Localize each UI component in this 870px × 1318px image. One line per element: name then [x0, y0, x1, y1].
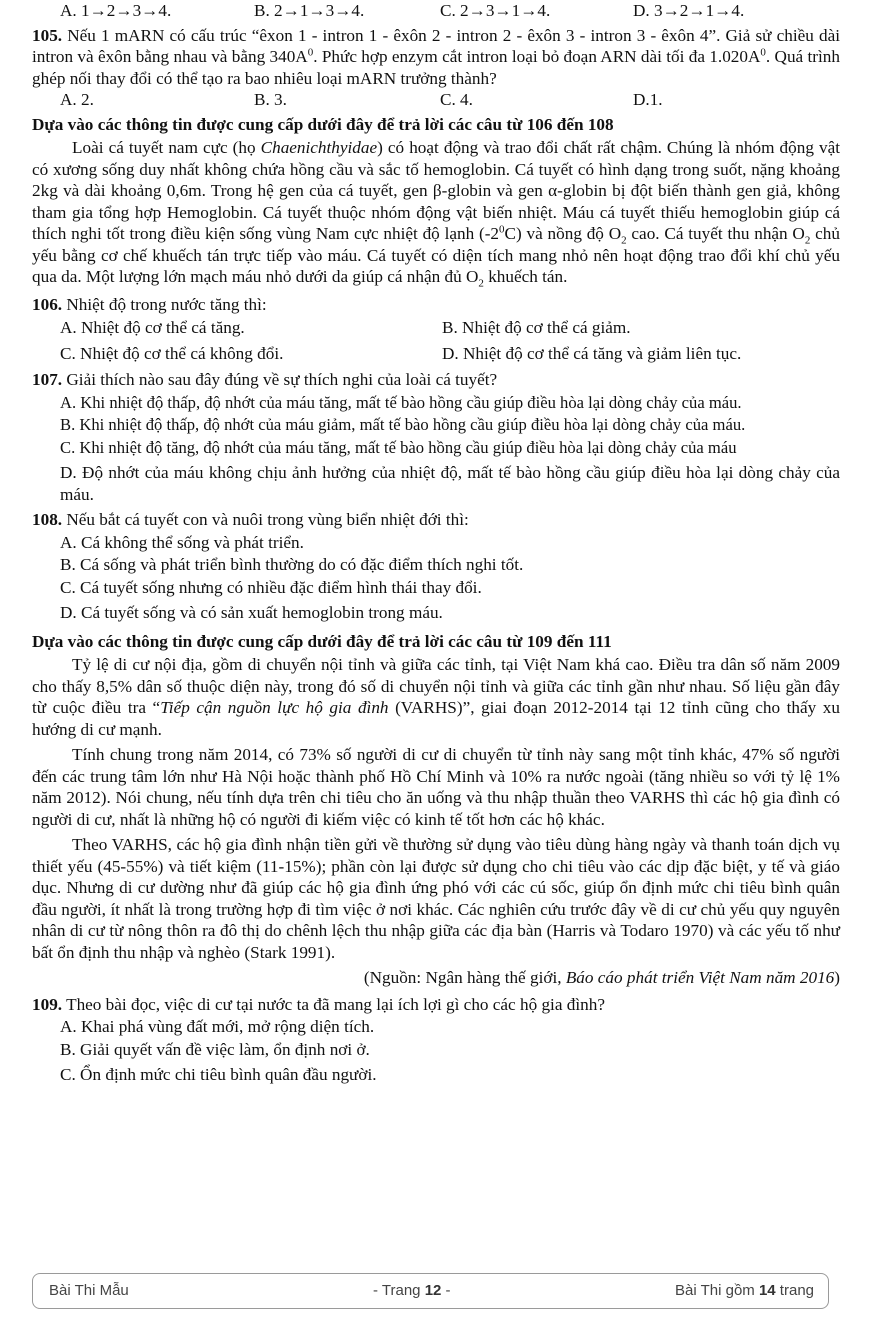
passage-text: (VARHS)”, giai đoạn 2012-2014 tại 12 tỉnh cũng cho thấy xu hướng di cư mạnh. [32, 698, 840, 739]
option-b: B. Cá sống và phát triển bình thường do có đặc điểm thích nghi tốt. [60, 555, 524, 574]
question-number: 107. [32, 370, 63, 389]
q106-options-row2 [32, 343, 840, 365]
passage-ice-fish [32, 137, 840, 288]
question-106 [32, 294, 840, 316]
option-b: B. 3. [254, 90, 287, 109]
passage-migration-p1 [32, 654, 840, 740]
superscript: 0 [499, 223, 505, 236]
option-b: B. Khi nhiệt độ thấp, độ nhớt của máu giảm, mất tế bào hồng cầu giúp điều hòa lại dòng chảy của máu. [60, 415, 746, 434]
question-108 [32, 509, 840, 531]
option-a: A. Khi nhiệt độ thấp, độ nhớt của máu tăng, mất tế bào hồng cầu giúp điều hòa lại dòng chảy của máu. [60, 392, 742, 412]
footer-page-number [373, 1280, 451, 1302]
option-d: D.1. [633, 90, 663, 109]
passage-text: C) và nồng độ O [504, 224, 622, 243]
superscript: 0 [760, 46, 766, 59]
subscript: 2 [478, 277, 484, 290]
passage-text: cao. Cá tuyết thu nhận O [626, 224, 805, 243]
subscript: 2 [804, 234, 811, 247]
current-page: 12 [424, 1282, 442, 1300]
question-text: . Phức hợp enzym cắt intron loại bỏ đoạn ARN dài tối đa 1.020A [313, 47, 761, 66]
option-a: A. 2. [60, 90, 94, 109]
footer-text: - [441, 1282, 451, 1300]
option-c: C. 2→3→1→4. [440, 1, 551, 20]
citation-text: (Nguồn: Ngân hàng thế giới, [363, 968, 566, 987]
option-d: D. 3→2→1→4. [633, 1, 745, 20]
subscript: 2 [621, 234, 627, 247]
option-b: B. Giải quyết vấn đề việc làm, ổn định nơi ở. [60, 1039, 370, 1059]
question-number: 105. [32, 25, 63, 45]
question-109 [32, 994, 840, 1016]
option-d: D. Cá tuyết sống và có sản xuất hemoglobin trong máu. [60, 603, 443, 622]
question-text: Nhiệt độ trong nước tăng thì: [62, 294, 267, 314]
question-text: Giải thích nào sau đây đúng về sự thích nghi của loài cá tuyết? [62, 370, 498, 389]
question-107 [32, 369, 840, 391]
passage-text: chủ yếu bằng cơ chế khuếch tán trực tiếp vào máu. Cá tuyết có diện tích mang nhỏ nên hoạt động trao đổi khí chủ yếu qua da. Một lượng lớn mạch máu nhỏ dưới da giúp cá nhận đủ O [32, 224, 840, 286]
question-number: 108. [32, 510, 63, 529]
q105-options [32, 89, 840, 111]
source-citation [32, 967, 840, 989]
citation-text: ) [834, 968, 840, 987]
question-text: Theo bài đọc, việc di cư tại nước ta đã mang lại ích lợi gì cho các hộ gia đình? [62, 994, 605, 1014]
option-b: B. Nhiệt độ cơ thể cá giảm. [442, 318, 631, 337]
question-number: 109. [32, 994, 63, 1014]
option-a: A. 1→2→3→4. [60, 1, 172, 20]
question-text: . Quá trình ghép nối thay đổi có thể tạo ra bao nhiêu loại mARN trưởng thành? [32, 47, 840, 88]
q106-options-row1 [32, 317, 840, 339]
footer-text: trang [775, 1282, 814, 1300]
option-d: D. Độ nhớt của máu không chịu ảnh hưởng của nhiệt độ, mất tế bào hồng cầu giúp điều hòa lại dòng chảy của máu. [60, 463, 840, 504]
option-c: C. Cá tuyết sống nhưng có nhiều đặc điểm hình thái thay đổi. [60, 577, 482, 597]
passage-text: Loài cá tuyết nam cực (họ [72, 138, 261, 157]
q104-options [32, 0, 840, 22]
survey-name: Tiếp cận nguồn lực hộ gia đình [160, 698, 389, 717]
passage-text: ) có hoạt động và trao đổi chất rất chậm. Chúng là nhóm động vật có xương sống duy nhất không chứa hồng cầu và sắc tố hemoglobin. Cá tuyết có hình dạng trong suốt, nặng khoảng 2kg và dài khoảng 0,6m. Trong hệ gen của cá tuyết, gen β-globin và gen α-globin bị đột biến thành gen giả, không tham gia tổng hợp Hemoglobin. Cá tuyết thuộc nhóm động vật biến nhiệt. Máu cá tuyết thiếu hemoglobin giúp cá thích nghi tốt trong điều kiện sống vùng Nam cực nhiệt độ lạnh (-2 [32, 138, 840, 243]
option-d: D. Nhiệt độ cơ thể cá tăng và giảm liên tục. [442, 343, 742, 363]
option-b: B. 2→1→3→4. [254, 1, 365, 20]
footer-text: - Trang [373, 1282, 425, 1300]
footer-exam-title: Bài Thi Mẫu [49, 1282, 129, 1300]
option-c: C. Khi nhiệt độ tăng, độ nhớt của máu tăng, mất tế bào hồng cầu giúp điều hòa lại dòng chảy của máu [60, 437, 737, 457]
question-105 [32, 25, 840, 90]
option-a: A. Cá không thể sống và phát triển. [60, 532, 304, 552]
exam-page [32, 0, 840, 1086]
species-name: Chaenichthyidae [260, 138, 378, 157]
footer-text: Bài Thi gồm [675, 1282, 759, 1300]
superscript: 0 [307, 46, 314, 59]
passage-text: Tỷ lệ di cư nội địa, gồm di chuyển nội tỉnh và giữa các tỉnh, tại Việt Nam khá cao. Điều tra dân số năm 2009 cho thấy 8,5% dân số thuộc diện này, trong đó số di chuyển nội tỉnh và giữa các tỉnh gần như nhau. Số liệu gần đây từ cuộc điều tra “ [32, 655, 840, 717]
option-a: A. Khai phá vùng đất mới, mở rộng diện tích. [60, 1017, 375, 1036]
section-heading-109-111: Dựa vào các thông tin được cung cấp dưới đây để trả lời các câu từ 109 đến 111 [32, 631, 612, 651]
option-c: C. Nhiệt độ cơ thể cá không đổi. [60, 343, 284, 363]
page-footer [32, 1273, 829, 1309]
question-text: Nếu 1 mARN có cấu trúc “êxon 1 - intron 1 - êxôn 2 - intron 2 - êxôn 3 - intron 3 - êxôn 4”. Giả sử chiều dài intron và êxôn bằng nhau và bằng 340A [32, 25, 840, 66]
passage-migration-p3: Theo VARHS, các hộ gia đình nhận tiền gửi về thường sử dụng vào tiêu dùng hàng ngày và thanh toán dịch vụ thiết yếu (45-55%) và tiết kiệm (11-15%); phần còn lại được sử dụng cho chi tiêu vào các dịp đặc biệt, y tế và giáo dục. Nhưng di cư dường như đã giúp các hộ gia đình ứng phó với các cú sốc, giúp ổn định mức chi tiêu bình quân đầu người, ít nhất là trong trường hợp đi tìm việc ở nơi khác. Các nghiên cứu trước đây về di cư chủ yếu quy nguyên nhân di cư từ nông thôn ra đô thị do chênh lệch thu nhập giữa các địa bàn (Harris và Todaro 1970) và các yếu tố như bất ổn định thu nhập và nghèo (Stark 1991). [32, 835, 840, 962]
option-c: C. 4. [440, 90, 473, 109]
passage-text: khuếch tán. [483, 267, 568, 286]
option-a: A. Nhiệt độ cơ thể cá tăng. [60, 318, 245, 337]
report-title: Báo cáo phát triển Việt Nam năm 2016 [565, 968, 835, 987]
option-c: C. Ổn định mức chi tiêu bình quân đầu người. [60, 1065, 377, 1084]
question-text: Nếu bắt cá tuyết con và nuôi trong vùng biển nhiệt đới thì: [62, 510, 469, 529]
question-number: 106. [32, 294, 63, 314]
section-heading-106-108: Dựa vào các thông tin được cung cấp dưới đây để trả lời các câu từ 106 đến 108 [32, 114, 614, 134]
footer-total-pages [675, 1280, 814, 1302]
passage-migration-p2: Tính chung trong năm 2014, có 73% số người di cư di chuyển từ tỉnh này sang một tỉnh khác, 47% số người đến các trung tâm lớn như Hà Nội hoặc thành phố Hồ Chí Minh và 10% ra nước ngoài (tăng nhiều so với tỷ lệ 1% năm 2012). Nói chung, nếu tính dựa trên chi tiêu cho ăn uống và thu nhập thuần theo VARHS thì các hộ gia đình có người di cư, nhất là những hộ có người đi kiếm việc có kinh tế tốt hơn các hộ khác. [32, 745, 840, 829]
total-pages: 14 [758, 1282, 776, 1300]
